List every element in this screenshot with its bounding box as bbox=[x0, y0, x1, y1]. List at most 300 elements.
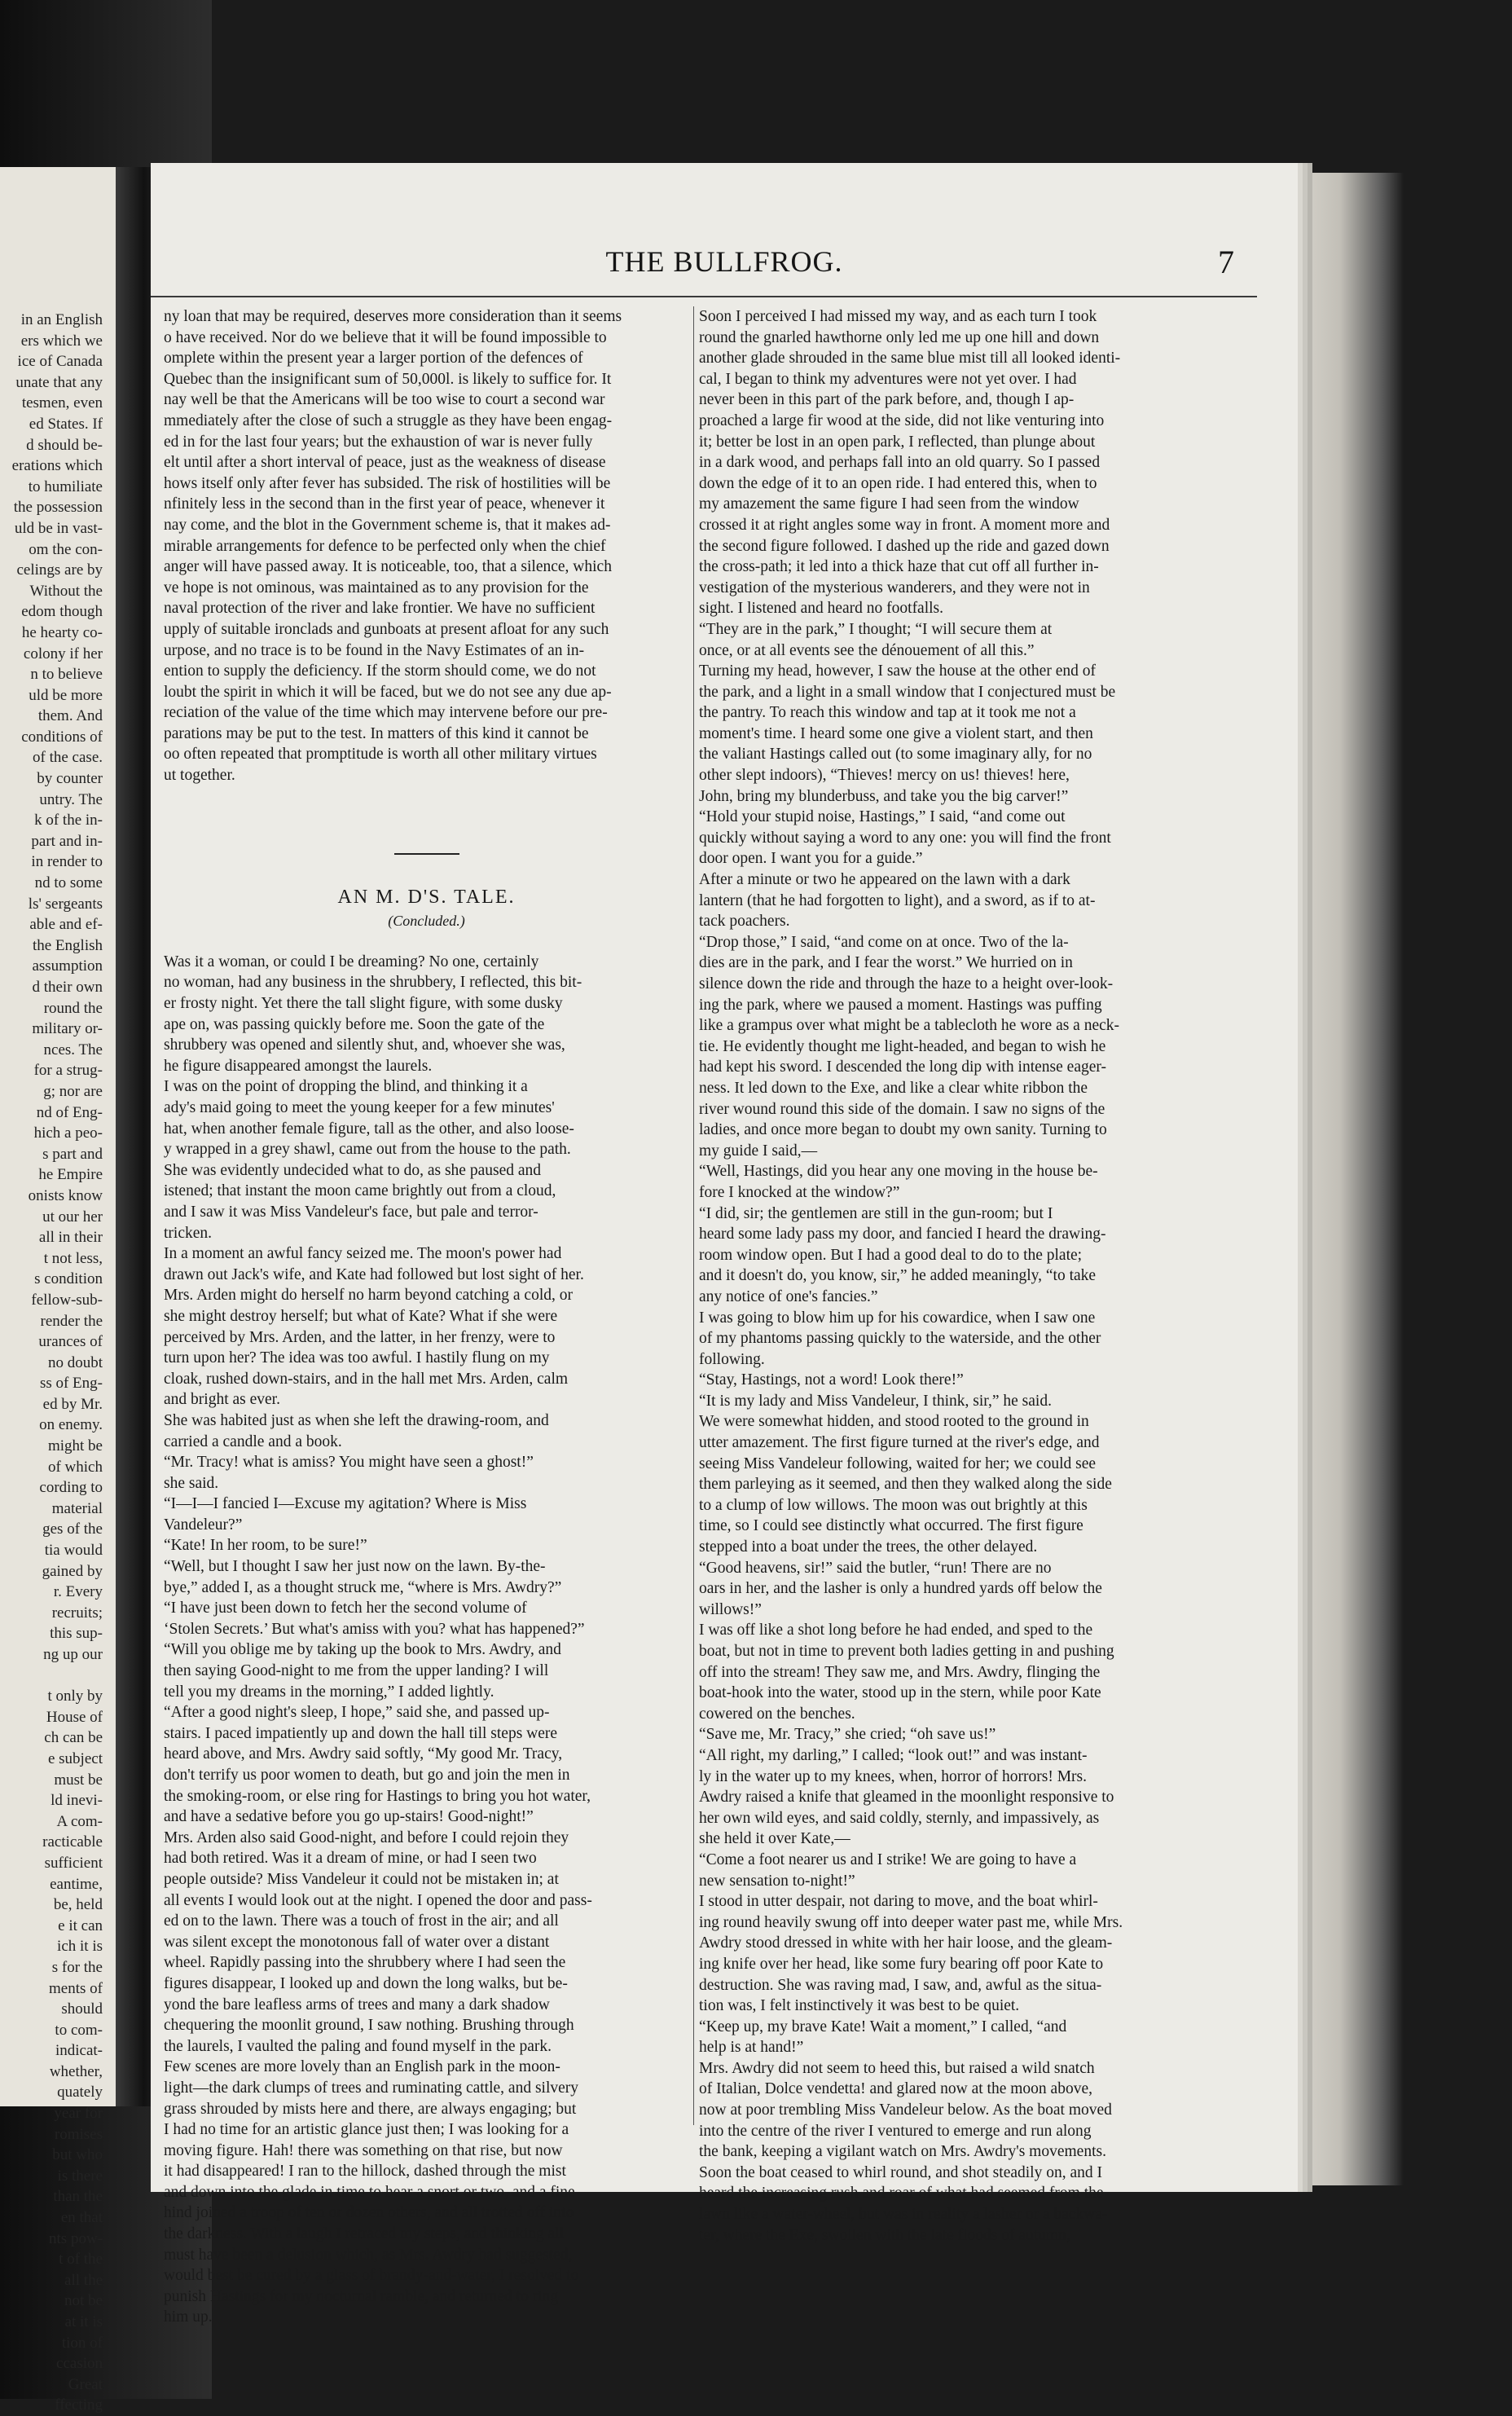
text-line: all in their bbox=[38, 1229, 103, 1247]
text-line: tia would bbox=[44, 1542, 103, 1560]
text-line: heard above, and Mrs. Awdry said softly, “My good Mr. Tracy, bbox=[164, 1745, 563, 1763]
text-line: nay come, and the blot in the Government scheme is, that it makes ad- bbox=[164, 516, 611, 534]
text-line: elt until after a short interval of peace, just as the weakness of disease bbox=[164, 454, 606, 472]
text-line: and down into the glade in time to hear a snort or two, and a fine bbox=[164, 2183, 575, 2201]
text-line: fore I knocked at the window?” bbox=[699, 1183, 900, 1201]
text-line: “Will you oblige me by taking up the book to Mrs. Awdry, and bbox=[164, 1641, 561, 1659]
text-line: eantime, bbox=[50, 1875, 103, 1893]
text-line: Great bbox=[68, 2375, 103, 2393]
text-line: time, so I could see distinctly what occurred. The first figure bbox=[699, 1517, 1083, 1535]
text-line: year for bbox=[54, 2105, 103, 2123]
text-line: sight. I listened and heard no footfalls. bbox=[699, 600, 944, 618]
text-line: t only by bbox=[47, 1688, 103, 1705]
text-line: must have been a delusion which, as Mrs. Awdry had suggested, bbox=[164, 2246, 573, 2264]
text-line: chequering the moonlit ground, I saw nothing. Brushing through bbox=[164, 2017, 574, 2035]
text-line: the darkness. With a laugh I retraced my steps, and thinking all bbox=[164, 2225, 565, 2243]
text-line: ter, where the Exe, swollen with the late floods of autumn, bbox=[699, 2226, 1070, 2244]
text-line: the pantry. To reach this window and tap at it took me not a bbox=[699, 704, 1076, 722]
text-line: ape on, was passing quickly before me. Soon the gate of the bbox=[164, 1015, 545, 1033]
text-line: willows!” bbox=[699, 1600, 762, 1618]
text-line: e subject bbox=[47, 1749, 103, 1767]
text-line: is there bbox=[57, 2167, 103, 2185]
text-line: into the centre of the river I ventured to emerge and run along bbox=[699, 2122, 1092, 2140]
text-line: should bbox=[61, 2000, 103, 2018]
text-line: by counter bbox=[37, 770, 103, 788]
text-line: the second figure followed. I dashed up the ride and gazed down bbox=[699, 537, 1110, 555]
text-line: door open. I want you for a guide.” bbox=[699, 850, 923, 868]
text-line: conditions of bbox=[21, 728, 103, 746]
text-line: istened; that instant the moon came brightly out from a cloud, bbox=[164, 1182, 556, 1200]
text-line: stepped into a boat under the trees, the other delayed. bbox=[699, 1538, 1038, 1556]
text-line: it had disappeared! I ran to the hillock, dashed through the mist bbox=[164, 2163, 566, 2181]
text-line: this sup- bbox=[50, 1625, 103, 1643]
text-line: figures disappear, I looked up and down the long walks, but be- bbox=[164, 1974, 568, 1992]
text-line: in render to bbox=[31, 853, 103, 871]
text-line: e it can bbox=[58, 1917, 103, 1934]
text-line: he figure disappeared amongst the laurels. bbox=[164, 1057, 433, 1075]
text-line: Quebec than the insignificant sum of 50,000l. is likely to suffice for. It bbox=[164, 370, 612, 388]
text-line: the valiant Hastings called out (to some imaginary ally, for no bbox=[699, 746, 1092, 764]
text-line: she might destroy herself; but what of Kate? What if she were bbox=[164, 1307, 558, 1325]
text-line: ut our her bbox=[42, 1208, 103, 1226]
text-line: y wrapped in a grey shawl, came out from the house to the path. bbox=[164, 1141, 571, 1159]
text-line: of the case. bbox=[33, 749, 103, 767]
text-line: in a dark wood, and perhaps fall into an old quarry. So I passed bbox=[699, 454, 1101, 472]
text-line: “Hold your stupid noise, Hastings,” I said, “and come out bbox=[699, 808, 1066, 826]
text-line: off into the stream! They saw me, and Mrs. Awdry, flinging the bbox=[699, 1663, 1101, 1681]
text-line: to humiliate bbox=[28, 477, 103, 495]
text-line: ed States. If bbox=[29, 415, 103, 433]
text-line: Was it a woman, or could I be dreaming? No one, certainly bbox=[164, 953, 539, 970]
text-line: ers which we bbox=[20, 332, 103, 350]
text-line: stairs. I paced impatiently up and down the hall till steps were bbox=[164, 1724, 558, 1742]
text-line: “Good heavens, sir!” said the butler, “run! There are no bbox=[699, 1559, 1052, 1577]
text-line: had both retired. Was it a dream of mine, or had I seen two bbox=[164, 1850, 537, 1868]
text-line: unate that any bbox=[15, 373, 103, 391]
text-line: Awdry raised a knife that gleamed in the moonlight responsive to bbox=[699, 1789, 1114, 1806]
text-line: Without the bbox=[29, 582, 103, 600]
text-line: lantern (that he had forgotten to light), and a sword, as if to at- bbox=[699, 891, 1096, 909]
text-line: Soon I perceived I had missed my way, and as each turn I took bbox=[699, 308, 1097, 325]
text-line: I stood in utter despair, not daring to move, and the boat whirl- bbox=[699, 1893, 1098, 1911]
text-line: fellow-sub- bbox=[31, 1291, 103, 1309]
text-line: all the bbox=[64, 2271, 103, 2289]
story-subtitle: (Concluded.) bbox=[388, 913, 465, 930]
text-line: hind joined a troop of ten or dozen others, and all trotted off into bbox=[164, 2204, 574, 2222]
text-line: recruits; bbox=[51, 1604, 103, 1622]
editorial-continuation bbox=[164, 306, 689, 786]
text-line: had kept his sword. I descended the long dip with intense eager- bbox=[699, 1058, 1106, 1076]
text-line: “Stay, Hastings, not a word! Look there!” bbox=[699, 1371, 964, 1389]
text-line: “Keep up, my brave Kate! Wait a moment,” I called, “and bbox=[699, 2018, 1067, 2035]
text-line: at it is bbox=[64, 2313, 103, 2330]
text-line: him up. bbox=[164, 2308, 213, 2326]
text-line: don't terrify us poor women to death, but go and join the men in bbox=[164, 1767, 570, 1784]
text-line: tesmen, even bbox=[21, 394, 103, 412]
text-line: ness. It led down to the Exe, and like a clear white ribbon the bbox=[699, 1079, 1088, 1097]
text-line: shrubbery was opened and silently shut, and, whoever she was, bbox=[164, 1036, 565, 1054]
text-line: parations may be put to the test. In matters of this kind it cannot be bbox=[164, 724, 589, 742]
text-line: g; nor are bbox=[43, 1082, 103, 1100]
text-line: “I did, sir; the gentlemen are still in the gun-room; but I bbox=[699, 1204, 1053, 1222]
text-line: ges of the bbox=[42, 1520, 103, 1538]
text-line: bye,” added I, as a thought struck me, “where is Mrs. Awdry?” bbox=[164, 1578, 562, 1596]
text-line: colony if her bbox=[23, 645, 103, 662]
text-line: like a grampus over what might be a tablecloth he wore as a neck- bbox=[699, 1017, 1120, 1035]
text-line: to com- bbox=[55, 2021, 103, 2039]
text-line: once, or at all events see the dénouement of all this.” bbox=[699, 641, 1035, 659]
text-line: he Empire bbox=[38, 1166, 103, 1184]
text-line: another glade shrouded in the same blue mist till all looked identi- bbox=[699, 350, 1121, 367]
text-line: cloak, rushed down-stairs, and in the hall met Mrs. Arden, calm bbox=[164, 1370, 569, 1388]
text-line: cowered on the benches. bbox=[699, 1705, 855, 1723]
text-line: John, bring my blunderbuss, and take you the big carver!” bbox=[699, 787, 1069, 805]
text-line: turn upon her? The idea was too awful. I hastily flung on my bbox=[164, 1349, 550, 1367]
text-line: nd of Eng- bbox=[36, 1103, 103, 1121]
text-line: tell you my dreams in the morning,” I added lightly. bbox=[164, 1683, 494, 1701]
text-line: boat-hook into the water, stood up in the stern, while poor Kate bbox=[699, 1684, 1101, 1702]
text-line: the possession bbox=[13, 499, 103, 517]
text-line: ng up our bbox=[43, 1646, 103, 1663]
text-line: of Italian, Dolce vendetta! and glared now at the moon above, bbox=[699, 2080, 1092, 2098]
text-line: Mrs. Awdry did not seem to heed this, but raised a wild snatch bbox=[699, 2059, 1095, 2077]
text-line: ention to supply the deficiency. If the storm should come, we do not bbox=[164, 662, 596, 680]
text-line: wheel. Rapidly passing into the shrubbery where I had seen the bbox=[164, 1954, 566, 1972]
text-line: them. And bbox=[37, 707, 103, 725]
text-line: ccasion bbox=[56, 2355, 103, 2373]
text-line: “Come a foot nearer us and I strike! We are going to have a bbox=[699, 1851, 1077, 1868]
text-line: never been in this part of the park before, and, though I ap- bbox=[699, 391, 1075, 409]
text-line: down the edge of it to an open ride. I had entered this, when to bbox=[699, 474, 1097, 492]
text-line: the cross-path; it led into a thick haze that cut off all further in- bbox=[699, 558, 1099, 576]
text-line: than the bbox=[53, 2188, 103, 2206]
text-line: “I—I—I fancied I—Excuse my agitation? Where is Miss bbox=[164, 1495, 527, 1513]
text-line: would best be cured by a glass of brandy-and-water, I resolved to bbox=[164, 2267, 579, 2285]
text-line: she held it over Kate,— bbox=[699, 1830, 850, 1848]
text-line: ny loan that may be required, deserves more consideration than it seems bbox=[164, 308, 622, 325]
text-line: perceived by Mrs. Arden, and the latter, in her frenzy, were to bbox=[164, 1328, 556, 1346]
text-line: uld be more bbox=[29, 686, 103, 704]
text-line: en that bbox=[60, 2209, 103, 2227]
text-line: oo often repeated that promptitude is worth all other military virtues bbox=[164, 746, 597, 764]
text-line: “Save me, Mr. Tracy,” she cried; “oh save us!” bbox=[699, 1726, 996, 1744]
text-line: was silent except the monotonous fall of water over a distant bbox=[164, 1933, 550, 1951]
text-line: “Mr. Tracy! what is amiss? You might have seen a ghost!” bbox=[164, 1454, 534, 1472]
text-line: nd to some bbox=[34, 874, 103, 892]
text-line: new sensation to-night!” bbox=[699, 1872, 855, 1890]
text-line: racticable bbox=[42, 1833, 103, 1851]
text-line: silence down the ride and through the haze to a height over-look- bbox=[699, 975, 1114, 992]
text-line: urpose, and no trace is to be found in the Navy Estimates of an in- bbox=[164, 641, 585, 659]
text-line: no doubt bbox=[47, 1353, 103, 1371]
text-line: “Drop those,” I said, “and come on at once. Two of the la- bbox=[699, 933, 1069, 951]
text-line: d their own bbox=[32, 979, 103, 996]
text-line: other slept indoors), “Thieves! mercy on us! thieves! here, bbox=[699, 767, 1070, 785]
text-line: heard some lady pass my door, and fancied I heard the drawing- bbox=[699, 1226, 1106, 1243]
text-line: She was evidently undecided what to do, as she paused and bbox=[164, 1161, 542, 1179]
text-line: the smoking-room, or else ring for Hastings to bring you hot water, bbox=[164, 1787, 591, 1805]
text-line: Awdry stood dressed in white with her hair loose, and the gleam- bbox=[699, 1934, 1113, 1952]
text-line: ed in for the last four years; but the exhaustion of war is never fully bbox=[164, 433, 593, 451]
column-rule bbox=[693, 306, 694, 2125]
story-text bbox=[164, 952, 689, 2328]
text-line: untry. The bbox=[39, 790, 103, 808]
text-line: celings are by bbox=[16, 561, 103, 579]
text-line: then saying Good-night to me from the upper landing? I will bbox=[164, 1662, 549, 1680]
text-line: “Kate! In her room, to be sure!” bbox=[164, 1537, 367, 1555]
text-line: nces. The bbox=[43, 1041, 103, 1058]
text-line: ut together. bbox=[164, 767, 235, 785]
text-line: Mrs. Arden might do herself no harm beyond catching a cold, or bbox=[164, 1287, 574, 1305]
text-line: all events I would look out at the night. I opened the door and pass- bbox=[164, 1891, 592, 1909]
text-line: quickly without saying a word to any one: you will find the front bbox=[699, 829, 1111, 847]
text-line: able and ef- bbox=[29, 916, 103, 934]
text-line: must be bbox=[54, 1771, 103, 1789]
text-line: but who bbox=[52, 2146, 103, 2164]
text-line: crossed it at right angles some way in front. A moment more and bbox=[699, 516, 1110, 534]
text-line: oars in her, and the lasher is only a hundred yards off below the bbox=[699, 1580, 1102, 1598]
text-line: ffecting bbox=[55, 2396, 103, 2414]
text-line: anger will have passed away. It is noticeable, too, that a silence, which bbox=[164, 558, 612, 576]
text-line: I was on the point of dropping the blind, and thinking it a bbox=[164, 1078, 528, 1096]
text-line: the bank, keeping a vigilant watch on Mrs. Awdry's movements. bbox=[699, 2143, 1106, 2161]
text-line: heard the increasing rush and roar of what had seemed from the bbox=[699, 2185, 1104, 2203]
text-line: he hearty co- bbox=[21, 623, 103, 641]
text-line: “They are in the park,” I thought; “I will secure them at bbox=[699, 620, 1053, 638]
text-line: she said. bbox=[164, 1474, 219, 1492]
text-line: utter amazement. The first figure turned at the river's edge, and bbox=[699, 1434, 1100, 1452]
text-line: ice of Canada bbox=[17, 353, 103, 371]
text-line: light—the dark clumps of trees and ruminating cattle, and silvery bbox=[164, 2079, 579, 2097]
text-line: s part and bbox=[42, 1145, 103, 1163]
text-line: o have received. Nor do we believe that it will be found impossible to bbox=[164, 328, 607, 346]
text-line: them parleying as it seemed, and then they walked along the side bbox=[699, 1476, 1112, 1494]
text-line: military or- bbox=[32, 1020, 103, 1038]
text-line: and it doesn't do, you know, sir,” he added meaningly, “to take bbox=[699, 1267, 1097, 1285]
text-line: people outside? Miss Vandeleur it could not be mistaken in; at bbox=[164, 1870, 559, 1888]
text-line: material bbox=[51, 1499, 103, 1517]
text-line: nts pow- bbox=[49, 2229, 103, 2247]
text-line: nay well be that the Americans will be too wise to court a second war bbox=[164, 391, 605, 409]
text-line: assumption bbox=[32, 957, 103, 975]
story-title: AN M. D'S. TALE. bbox=[337, 886, 516, 908]
running-head bbox=[151, 163, 1298, 293]
text-line: the laurels, I vaulted the paling and found myself in the park. bbox=[164, 2037, 552, 2055]
text-line: mirable arrangements for defence to be perfected only when the chief bbox=[164, 537, 606, 555]
text-line: Soon the boat ceased to whirl round, and shot steadily on, and I bbox=[699, 2163, 1102, 2181]
text-line: omplete within the present year a larger portion of the defences of bbox=[164, 350, 583, 367]
text-line: help is at hand!” bbox=[699, 2039, 804, 2057]
text-line: urances of bbox=[38, 1333, 103, 1351]
text-line: ‘Stolen Secrets.’ But what's amiss with you? what has happened?” bbox=[164, 1620, 585, 1638]
text-line: d should be- bbox=[26, 436, 103, 454]
text-line: not be bbox=[64, 2292, 103, 2310]
text-line: reciation of the value of the time which may intervene before our pre- bbox=[164, 704, 608, 722]
text-line: moment's time. I heard some one give a violent start, and then bbox=[699, 724, 1093, 742]
text-line: part and in- bbox=[31, 832, 103, 850]
text-line: boat, but not in time to prevent both ladies getting in and pushing bbox=[699, 1643, 1114, 1660]
text-line: round the bbox=[43, 999, 103, 1017]
text-line: hat, when another female figure, tall as the other, and also loose- bbox=[164, 1120, 574, 1138]
text-line: nfinitely less in the second than in the first year of peace, whenever it bbox=[164, 495, 605, 513]
text-line: tricken. bbox=[164, 1224, 213, 1242]
page-number: 7 bbox=[1218, 244, 1234, 280]
text-line: vestigation of the mysterious wanderers, and they were not in bbox=[699, 579, 1090, 596]
text-line: the park, and a light in a small window that I conjectured must be bbox=[699, 683, 1116, 701]
text-line: no woman, had any business in the shrubbery, I reflected, this bit- bbox=[164, 974, 582, 992]
text-line: sufficient bbox=[44, 1854, 103, 1872]
text-line: cal, I began to think my adventures were not yet over. I had bbox=[699, 370, 1077, 388]
text-line: dies are in the park, and I fear the worst.” We hurried on in bbox=[699, 954, 1073, 972]
text-line: seeing Miss Vandeleur following, waited for her; we could see bbox=[699, 1454, 1097, 1472]
text-line: k of the in- bbox=[34, 812, 103, 830]
text-line: ing knife over her head, like some fury bearing off poor Kate to bbox=[699, 1955, 1104, 1973]
text-line: ing round heavily swung off into deeper water past me, while Mrs. bbox=[699, 1913, 1123, 1931]
text-line: House of bbox=[46, 1708, 103, 1726]
text-line: “After a good night's sleep, I hope,” said she, and passed up- bbox=[164, 1704, 550, 1722]
text-line: ch can be bbox=[44, 1729, 103, 1747]
text-line: ladies, and once more began to doubt my own sanity. Turning to bbox=[699, 1121, 1107, 1139]
text-line: carried a candle and a book. bbox=[164, 1432, 342, 1450]
text-line: Turning my head, however, I saw the house at the other end of bbox=[699, 662, 1096, 680]
header-rule bbox=[151, 296, 1257, 297]
left-column bbox=[164, 306, 689, 2328]
text-line: “It is my lady and Miss Vandeleur, I think, sir,” he said. bbox=[699, 1392, 1052, 1410]
text-line: s condition bbox=[34, 1270, 103, 1288]
text-line: mmediately after the close of such a struggle as they have been engag- bbox=[164, 411, 613, 429]
text-line: proached a large fir wood at the side, did not like venturing into bbox=[699, 411, 1105, 429]
text-line: I was off like a shot long before he had ended, and sped to the bbox=[699, 1622, 1093, 1639]
text-line: following. bbox=[699, 1350, 765, 1368]
text-line: the English bbox=[32, 936, 103, 954]
text-line: hows itself only after fever has subsided. The risk of hostilities will be bbox=[164, 474, 611, 492]
text-line: uld be in vast- bbox=[14, 519, 103, 537]
text-line: destruction. She was raving mad, I saw, and, awful as the situa- bbox=[699, 1976, 1102, 1994]
text-line: moving figure. Hah! there was something on that rise, but now bbox=[164, 2141, 563, 2159]
text-line: my amazement the same figure I had seen from the window bbox=[699, 495, 1079, 513]
text-line: naval protection of the river and lake frontier. We have no sufficient bbox=[164, 600, 596, 618]
text-line: ls' sergeants bbox=[28, 895, 103, 913]
text-line: her own wild eyes, and said coldly, sternly, and impassively, as bbox=[699, 1809, 1100, 1827]
text-line: tion of bbox=[61, 2334, 103, 2352]
text-line: t of the bbox=[59, 2251, 103, 2269]
text-line: I had no time for an artistic glance just then; I was looking for a bbox=[164, 2121, 569, 2139]
text-line: quately bbox=[57, 2084, 103, 2101]
text-line: t not less, bbox=[43, 1249, 103, 1267]
text-line: of which bbox=[47, 1458, 103, 1476]
text-line: ss of Eng- bbox=[39, 1375, 103, 1393]
text-line: s for the bbox=[51, 1958, 103, 1976]
text-line: She was habited just as when she left the drawing-room, and bbox=[164, 1411, 549, 1429]
text-line: ve hope is not ominous, was maintained as to any provision for the bbox=[164, 579, 589, 596]
text-line: Few scenes are more lovely than an English park in the moon- bbox=[164, 2058, 560, 2076]
text-line: for a strug- bbox=[33, 1062, 103, 1080]
newspaper-page bbox=[151, 163, 1298, 2326]
text-line: loubt the spirit in which it will be faced, but we do not see any due ap- bbox=[164, 683, 612, 701]
text-line: ich it is bbox=[57, 1938, 103, 1956]
text-line: ments of bbox=[49, 1979, 103, 1997]
text-line: Vandeleur?” bbox=[164, 1516, 243, 1534]
text-line: After a minute or two he appeared on the lawn with a dark bbox=[699, 871, 1070, 889]
text-line: tie. He evidently thought me light-headed, and began to wish he bbox=[699, 1037, 1106, 1055]
text-line: erations which bbox=[11, 457, 103, 475]
text-line: tack poachers. bbox=[699, 913, 790, 931]
text-line: “Well, Hastings, did you hear any one moving in the house be- bbox=[699, 1163, 1098, 1181]
text-line: river wound round this side of the domain. I saw no signs of the bbox=[699, 1100, 1105, 1118]
adjacent-page-text bbox=[0, 310, 116, 2416]
text-line: tion was, I felt instinctively it was best to be quiet. bbox=[699, 1997, 1020, 2015]
text-line: it; better be lost in an open park, I reflected, than plunge about bbox=[699, 433, 1096, 451]
text-line: lawn like a water-wheel, but was in reality a lasher or a backwa- bbox=[699, 2206, 1108, 2224]
text-line: in an English bbox=[20, 311, 103, 328]
text-line: In a moment an awful fancy seized me. The moon's power had bbox=[164, 1245, 562, 1263]
text-line: now at poor trembling Miss Vandeleur below. As the boat moved bbox=[699, 2101, 1112, 2119]
text-line: ing the park, where we paused a moment. Hastings was puffing bbox=[699, 996, 1102, 1014]
text-line: “All right, my darling,” I called; “look out!” and was instant- bbox=[699, 1746, 1088, 1764]
text-line: cording to bbox=[39, 1479, 103, 1497]
section-divider bbox=[394, 853, 459, 855]
text-line: might be bbox=[47, 1437, 103, 1455]
text-line: gained by bbox=[42, 1562, 103, 1580]
text-line: and have a sedative before you go up-stairs! Good-night!” bbox=[164, 1808, 534, 1826]
text-line: grass shrouded by mists here and there, are always engaging; but bbox=[164, 2100, 577, 2118]
text-line: to a clump of low willows. The moon was out brightly at this bbox=[699, 1496, 1088, 1514]
text-line: any notice of one's fancies.” bbox=[699, 1287, 878, 1305]
text-line: A com- bbox=[56, 1812, 103, 1830]
text-line: romises bbox=[54, 2125, 103, 2143]
text-line: my guide I said,— bbox=[699, 1142, 818, 1160]
text-line: “I have just been down to fetch her the second volume of bbox=[164, 1600, 527, 1617]
text-line: on enemy. bbox=[39, 1416, 103, 1434]
text-line: room window open. But I had a good deal to do to the plate; bbox=[699, 1246, 1083, 1264]
text-line: ly in the water up to my knees, when, horror of horrors! Mrs. bbox=[699, 1767, 1088, 1785]
text-line: ady's maid going to meet the young keeper for a few minutes' bbox=[164, 1099, 555, 1116]
text-line: and I saw it was Miss Vandeleur's face, but pale and terror- bbox=[164, 1203, 538, 1221]
text-line: onists know bbox=[28, 1186, 103, 1204]
text-line: punish Hastings for my nocturnal ramble, and returned to ring bbox=[164, 2287, 559, 2305]
text-line: ld inevi- bbox=[51, 1792, 103, 1810]
text-line: whether, bbox=[49, 2062, 103, 2080]
text-line: be, held bbox=[53, 1896, 103, 1914]
publication-title: THE BULLFROG. bbox=[605, 245, 843, 278]
text-line: render the bbox=[40, 1312, 103, 1330]
text-line: ed on to the lawn. There was a touch of frost in the air; and all bbox=[164, 1912, 559, 1930]
text-line: round the gnarled hawthorne only led me up one hill and down bbox=[699, 328, 1100, 346]
text-line: drawn out Jack's wife, and Kate had followed but lost sight of her. bbox=[164, 1265, 584, 1283]
text-line: hich a peo- bbox=[33, 1124, 103, 1142]
text-line: of my phantoms passing quickly to the waterside, and the other bbox=[699, 1330, 1101, 1348]
text-line: indicat- bbox=[55, 2042, 103, 2060]
text-line bbox=[0, 1666, 116, 1687]
text-line: yond the bare leafless arms of trees and many a dark shadow bbox=[164, 1996, 550, 2013]
text-line: ed by Mr. bbox=[42, 1395, 103, 1413]
text-line: and bright as ever. bbox=[164, 1391, 280, 1409]
right-column bbox=[699, 306, 1246, 2246]
story-continuation bbox=[699, 306, 1246, 2246]
text-line: upply of suitable ironclads and gunboats at present afloat for any such bbox=[164, 620, 609, 638]
text-line: om the con- bbox=[29, 540, 103, 558]
text-line: edom though bbox=[21, 603, 103, 621]
text-line: “Well, but I thought I saw her just now on the lawn. By-the- bbox=[164, 1558, 546, 1576]
text-line: I was going to blow him up for his cowardice, when I saw one bbox=[699, 1309, 1096, 1327]
text-line: er frosty night. Yet there the tall slight figure, with some dusky bbox=[164, 995, 563, 1013]
page-stack-edge bbox=[1298, 173, 1404, 2185]
adjacent-page-fragment bbox=[0, 167, 116, 2414]
text-line: r. Every bbox=[53, 1583, 103, 1601]
text-line: n to believe bbox=[30, 666, 103, 684]
text-line: We were somewhat hidden, and stood rooted to the ground in bbox=[699, 1413, 1089, 1431]
text-line: Mrs. Arden also said Good-night, and before I could rejoin they bbox=[164, 1829, 569, 1846]
